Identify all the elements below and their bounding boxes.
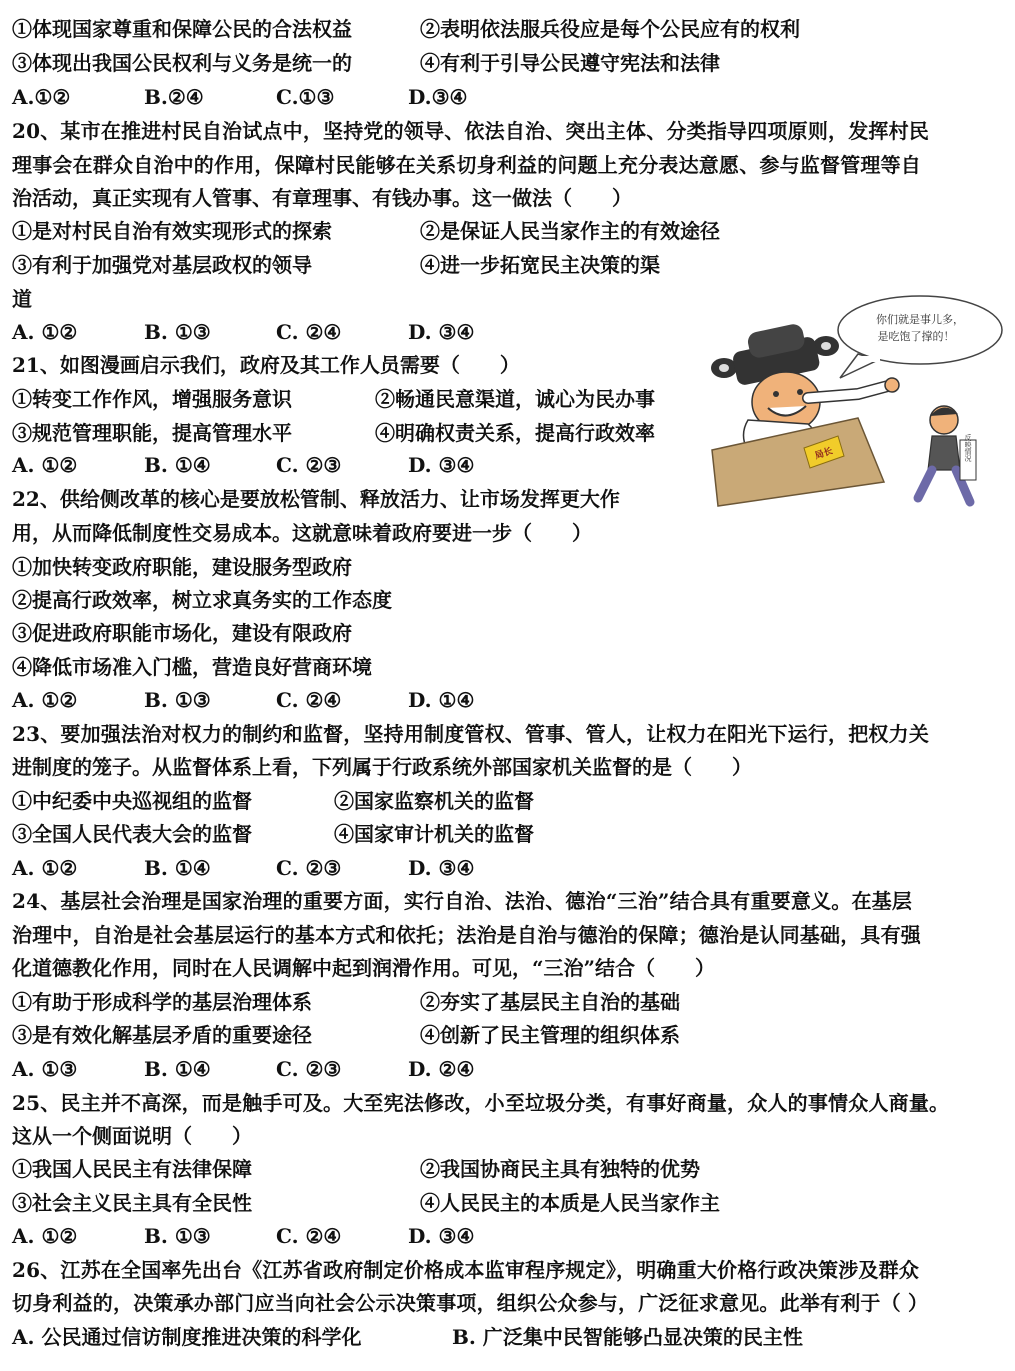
desk-nameplate: 局长 [813, 446, 835, 462]
q21-option-a[interactable]: A. ①② [12, 453, 78, 477]
q20-statement-4: ④进一步拓宽民主决策的渠 [420, 253, 660, 277]
q23-statement-3: ③全国人民代表大会的监督 [12, 822, 252, 846]
q25-statements-row1 [12, 1156, 700, 1184]
q19-statement-2: ②表明依法服兵役应是每个公民应有的权利 [420, 17, 800, 41]
q20-statements-row1 [12, 218, 720, 246]
desk [712, 418, 884, 506]
q19-statement-3: ③体现出我国公民权利与义务是统一的 [12, 51, 352, 75]
q20-statement-1: ①是对村民自治有效实现形式的探索 [12, 219, 332, 243]
q21-statement-2: ②畅通民意渠道，诚心为民办事 [375, 387, 655, 411]
q23-stem-line2: 进制度的笼子。从监督体系上看，下列属于行政系统外部国家机关监督的是（ ） [12, 755, 752, 779]
petition-paper: 反映情况 [964, 434, 972, 462]
q23-statement-4: ④国家审计机关的监督 [334, 822, 534, 846]
q23-statement-1: ①中纪委中央巡视组的监督 [12, 789, 252, 813]
q24-option-b[interactable]: B. ①④ [144, 1057, 211, 1081]
q25-option-c[interactable]: C. ②④ [276, 1224, 342, 1248]
q26-stem-line1: 26、江苏在全国率先出台《江苏省政府制定价格成本监审程序规定》，明确重大价格行政决策涉及群众 [12, 1258, 920, 1282]
q24-statement-2: ②夯实了基层民主自治的基础 [420, 990, 680, 1014]
q21-option-c[interactable]: C. ②③ [276, 453, 342, 477]
q22-statement-4: ④降低市场准入门槛，营造良好营商环境 [12, 655, 372, 679]
q22-statement-3: ③促进政府职能市场化，建设有限政府 [12, 621, 352, 645]
q21-statements-row1 [12, 386, 655, 414]
q20-option-b[interactable]: B. ①③ [144, 320, 211, 344]
q24-stem-line1: 24、基层社会治理是国家治理的重要方面，实行自治、法治、德治“三治”结合具有重要意义。在基层 [12, 889, 913, 913]
q22-option-a[interactable]: A. ①② [12, 688, 78, 712]
q23-statements-row1 [12, 788, 534, 816]
q21-statement-3: ③规范管理职能，提高管理水平 [12, 421, 292, 445]
q22-statement-2: ②提高行政效率，树立求真务实的工作态度 [12, 588, 392, 612]
q22-option-d[interactable]: D. ①④ [408, 688, 475, 712]
bubble-line-2: 是吃饱了撑的！ [877, 330, 955, 343]
q19-statements-row2 [12, 50, 720, 78]
q23-stem-line1: 23、要加强法治对权力的制约和监督，坚持用制度管权、管事、管人，让权力在阳光下运行，把权力关 [12, 722, 930, 746]
q19-option-a[interactable]: A.①② [12, 85, 71, 109]
q20-option-a[interactable]: A. ①② [12, 320, 78, 344]
q25-statement-2: ②我国协商民主具有独特的优势 [420, 1157, 700, 1181]
q20-stem-line2: 理事会在群众自治中的作用，保障村民能够在关系切身利益的问题上充分表达意愿、参与监督管理等自 [12, 153, 921, 177]
q21-statements-row2 [12, 420, 655, 448]
q22-option-c[interactable]: C. ②④ [276, 688, 342, 712]
q24-statement-4: ④创新了民主管理的组织体系 [420, 1023, 680, 1047]
q25-option-d[interactable]: D. ③④ [408, 1224, 475, 1248]
q25-statement-3: ③社会主义民主具有全民性 [12, 1191, 252, 1215]
bubble-line-1: 你们就是事儿多， [876, 313, 964, 326]
q24-option-c[interactable]: C. ②③ [276, 1057, 342, 1081]
q24-statements-row1 [12, 989, 680, 1017]
q25-stem-line1: 25、民主并不高深，而是触手可及。大至宪法修改，小至垃圾分类，有事好商量，众人的事情众人商量。 [12, 1091, 950, 1115]
q19-option-b[interactable]: B.②④ [144, 85, 204, 109]
q20-statement-2: ②是保证人民当家作主的有效途径 [420, 219, 720, 243]
q19-option-c[interactable]: C.①③ [276, 85, 335, 109]
q25-statement-1: ①我国人民民主有法律保障 [12, 1157, 252, 1181]
citizen-figure [918, 406, 976, 502]
q25-statements-row2 [12, 1190, 720, 1218]
q20-statement-4-wrap: 道 [12, 287, 32, 311]
q22-statement-1: ①加快转变政府职能，建设服务型政府 [12, 555, 352, 579]
q19-statements-row1 [12, 16, 800, 44]
cartoon-illustration [708, 290, 1008, 510]
q23-option-a[interactable]: A. ①② [12, 856, 78, 880]
q24-option-a[interactable]: A. ①③ [12, 1057, 78, 1081]
q26-option-b[interactable]: B. 广泛集中民智能够凸显决策的民主性 [452, 1325, 803, 1349]
q23-option-d[interactable]: D. ③④ [408, 856, 475, 880]
q20-statements-row2 [12, 252, 660, 280]
q25-statement-4: ④人民民主的本质是人民当家作主 [420, 1191, 720, 1215]
q21-option-b[interactable]: B. ①④ [144, 453, 211, 477]
q23-statements-row2 [12, 821, 534, 849]
q20-stem-line1: 20、某市在推进村民自治试点中，坚持党的领导、依法自治、突出主体、分类指导四项原则，发挥村民 [12, 119, 930, 143]
q23-option-c[interactable]: C. ②③ [276, 856, 342, 880]
q20-option-c[interactable]: C. ②④ [276, 320, 342, 344]
q25-stem-line2: 这从一个侧面说明（ ） [12, 1124, 252, 1148]
q21-statement-1: ①转变工作作风，增强服务意识 [12, 387, 292, 411]
q20-option-d[interactable]: D. ③④ [408, 320, 475, 344]
q26-option-a[interactable]: A. 公民通过信访制度推进决策的科学化 [12, 1325, 362, 1349]
q19-statement-4: ④有利于引导公民遵守宪法和法律 [420, 51, 720, 75]
q19-statement-1: ①体现国家尊重和保障公民的合法权益 [12, 17, 352, 41]
q26-stem-line2: 切身利益的，决策承办部门应当向社会公示决策事项，组织公众参与，广泛征求意见。此举有利于（ ） [12, 1291, 929, 1315]
q24-stem-line3: 化道德教化作用，同时在人民调解中起到润滑作用。可见，“三治”结合（ ） [12, 956, 716, 980]
q24-option-d[interactable]: D. ②④ [408, 1057, 475, 1081]
q19-option-d[interactable]: D.③④ [408, 85, 468, 109]
q24-statement-3: ③是有效化解基层矛盾的重要途径 [12, 1023, 312, 1047]
q23-option-b[interactable]: B. ①④ [144, 856, 211, 880]
q20-stem-line3: 治活动，真正实现有人管事、有章理事、有钱办事。这一做法（ ） [12, 186, 632, 210]
q24-statements-row2 [12, 1022, 680, 1050]
q22-stem-line2: 用，从而降低制度性交易成本。这就意味着政府要进一步（ ） [12, 521, 592, 545]
q20-statement-3: ③有利于加强党对基层政权的领导 [12, 253, 312, 277]
speech-bubble [838, 296, 1002, 378]
q24-statement-1: ①有助于形成科学的基层治理体系 [12, 990, 312, 1014]
q21-statement-4: ④明确权责关系，提高行政效率 [375, 421, 655, 445]
q21-option-d[interactable]: D. ③④ [408, 453, 475, 477]
q24-stem-line2: 治理中，自治是社会基层运行的基本方式和依托；法治是自治与德治的保障；德治是认同基础，具有强 [12, 923, 921, 947]
q22-stem-line1: 22、供给侧改革的核心是要放松管制、释放活力、让市场发挥更大作 [12, 487, 620, 511]
q21-stem: 21、如图漫画启示我们，政府及其工作人员需要（ ） [12, 353, 520, 377]
q23-statement-2: ②国家监察机关的监督 [334, 789, 534, 813]
q25-option-a[interactable]: A. ①② [12, 1224, 78, 1248]
q22-option-b[interactable]: B. ①③ [144, 688, 211, 712]
q25-option-b[interactable]: B. ①③ [144, 1224, 211, 1248]
